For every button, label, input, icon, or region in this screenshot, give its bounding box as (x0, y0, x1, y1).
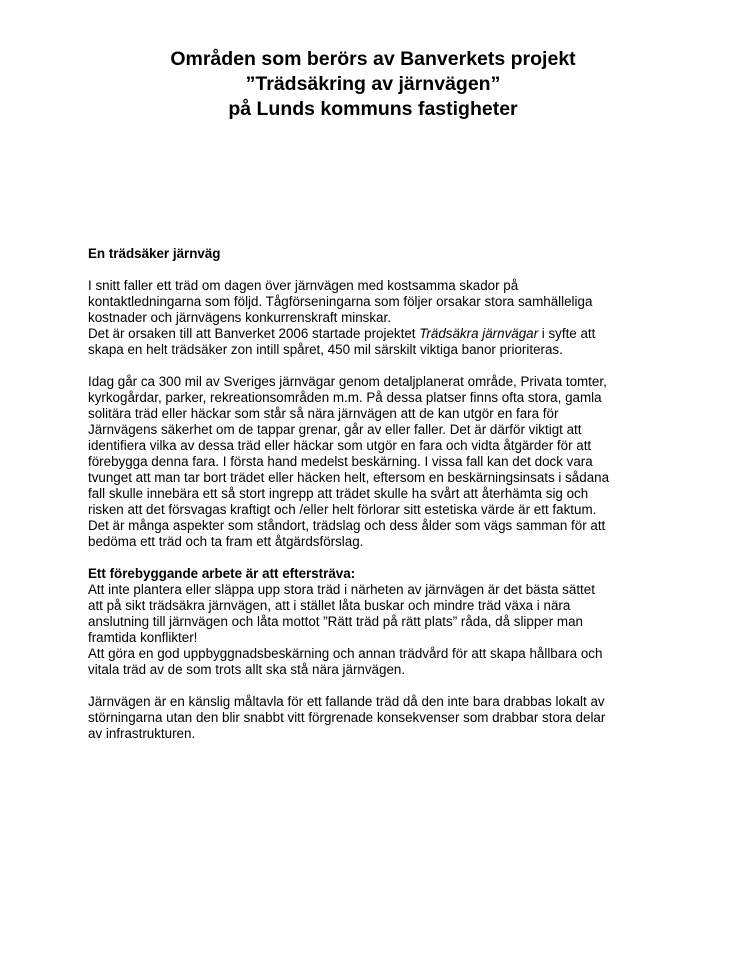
paragraph-line: Det är många aspekter som ståndort, trädslag och dess ålder som vägs samman för att (88, 518, 606, 533)
text-run: Det är orsaken till att Banverket 2006 startade projektet (88, 326, 420, 341)
paragraph-line (88, 326, 688, 342)
paragraph-line: tvunget att man tar bort trädet eller häcken helt, eftersom en beskärningsinsats i sådana (88, 470, 610, 485)
paragraph-line: Idag går ca 300 mil av Sveriges järnvägar genom detaljplanerat område, Privata tomter, (88, 374, 607, 389)
title-line-3: på Lunds kommuns fastigheter (228, 98, 518, 120)
paragraph-line: vitala träd av de som trots allt ska stå nära järnvägen. (88, 662, 406, 677)
paragraph-line: kyrkogårdar, parker, rekreationsområden m.m. På dessa platser finns ofta stora, gamla (88, 390, 602, 405)
document-body (88, 246, 688, 742)
paragraph-line: fall skulle innebära ett så stort ingrepp att trädet skulle ha svårt att återhämta sig och (88, 486, 589, 501)
paragraph-line: störningarna utan den blir snabbt vitt förgrenade konsekvenser som drabbar stora delar (88, 710, 606, 725)
section-heading: En trädsäker järnväg (88, 246, 221, 261)
spacer (88, 550, 688, 566)
paragraph-line: I snitt faller ett träd om dagen över järnvägen med kostsamma skador på (88, 278, 519, 293)
spacer (88, 262, 688, 278)
spacer (88, 358, 688, 374)
spacer (88, 678, 688, 694)
paragraph-line: bedöma ett träd och ta fram ett åtgärdsförslag. (88, 534, 364, 549)
paragraph-line: solitära träd eller häckar som står så nära järnvägen att de kan utgör en fara för (88, 406, 559, 421)
paragraph-line: kostnader och järnvägens konkurrenskraft minskar. (88, 310, 391, 325)
paragraph-line: av infrastrukturen. (88, 726, 196, 741)
paragraph-line: Järnvägens säkerhet om de tappar grenar, går av eller faller. Det är därför viktigt att (88, 422, 582, 437)
paragraph-line: Att inte plantera eller släppa upp stora träd i närheten av järnvägen är det bästa sättet (88, 582, 595, 597)
section-heading: Ett förebyggande arbete är att eftersträva: (88, 566, 356, 581)
title-line-1: Områden som berörs av Banverkets projekt (170, 48, 576, 70)
paragraph-line: anslutning till järnvägen och låta mottot ”Rätt träd på rätt plats” råda, då slipper man (88, 614, 583, 629)
project-name-italic: Trädsäkra järnvägar (419, 326, 539, 341)
paragraph-line: framtida konflikter! (88, 630, 198, 645)
paragraph-line: att på sikt trädsäkra järnvägen, att i stället låta buskar och mindre träd växa i nära (88, 598, 571, 613)
title-line-2: ”Trädsäkring av järnvägen” (245, 73, 501, 95)
paragraph-line: förebygga denna fara. I första hand medelst beskärning. I vissa fall kan det dock vara (88, 454, 593, 469)
document-title (0, 47, 746, 122)
paragraph-line: skapa en helt trädsäker zon intill spåret, 450 mil särskilt viktiga banor prioriteras. (88, 342, 563, 357)
text-run: i syfte att (538, 326, 596, 341)
paragraph-line: risken att det försvagas kraftigt och /eller helt förlorar sitt estetiska värde är ett faktum. (88, 502, 597, 517)
paragraph-line: Att göra en god uppbyggnadsbeskärning och annan trädvård för att skapa hållbara och (88, 646, 603, 661)
paragraph-line: identifiera vilka av dessa träd eller häckar som utgör en fara och vidta åtgärder för att (88, 438, 592, 453)
paragraph-line: Järnvägen är en känslig måltavla för ett fallande träd då den inte bara drabbas lokalt av (88, 694, 605, 709)
paragraph-line: kontaktledningarna som följd. Tågförseningarna som följer orsakar stora samhälleliga (88, 294, 593, 309)
